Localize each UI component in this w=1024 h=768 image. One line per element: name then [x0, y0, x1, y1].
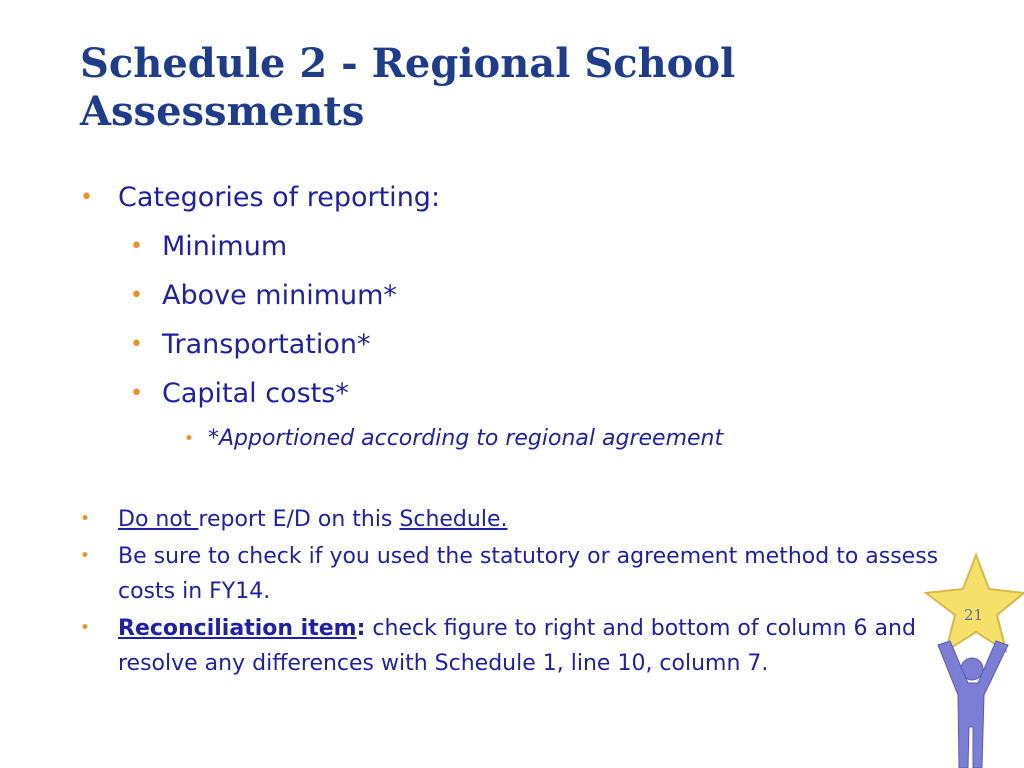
bullet-dot-icon: •	[80, 185, 93, 210]
title-line-1: Schedule 2 - Regional School	[80, 40, 736, 87]
bullet-text: Categories of reporting:	[118, 182, 441, 213]
bullet-dot-icon: •	[130, 283, 143, 308]
title-line-2: Assessments	[80, 88, 365, 135]
reconciliation-text: check figure to right and bottom of column 6 and resolve any differences with Schedule 1, line 10, column 7.	[118, 616, 916, 676]
schedule-link[interactable]: Schedule.	[399, 507, 508, 532]
sub-bullet-text: Minimum	[162, 231, 288, 262]
bullet-categories	[80, 178, 940, 218]
bullet-reconciliation	[80, 611, 940, 681]
footnote-star: *	[208, 426, 219, 451]
sub-bullet-above-minimum	[80, 276, 940, 316]
star-figure-icon	[918, 545, 1024, 768]
sub-bullet-text: Above minimum*	[162, 280, 397, 311]
footnote-bullet	[80, 423, 940, 455]
bullet-dot-icon: •	[80, 546, 91, 566]
bullet-dot-icon: •	[130, 381, 143, 406]
slide-title	[80, 40, 940, 136]
person-figure	[938, 641, 1008, 768]
sub-bullet-minimum	[80, 227, 940, 267]
bullet-dot-icon: •	[184, 429, 195, 449]
sub-bullet-transportation	[80, 325, 940, 365]
instruction-bullets	[80, 502, 940, 683]
do-not-text: Do not	[118, 507, 199, 532]
star-shape	[926, 555, 1024, 651]
sub-bullet-capital-costs	[80, 374, 940, 414]
bullet-dot-icon: •	[130, 234, 143, 259]
reconciliation-label: Reconciliation item	[118, 616, 357, 641]
sub-bullet-text: Capital costs*	[162, 378, 349, 409]
footnote-text: Apportioned according to regional agreement	[219, 426, 724, 451]
do-not-rest-text: report E/D on this	[198, 507, 400, 532]
sub-bullet-text: Transportation*	[162, 329, 371, 360]
bullet-dot-icon: •	[80, 509, 91, 529]
bullet-dot-icon: •	[80, 618, 91, 638]
page-number: 21	[964, 606, 984, 624]
check-method-text: Be sure to check if you used the statutory or agreement method to assess costs in FY14.	[118, 544, 939, 604]
reconciliation-colon: :	[356, 616, 366, 641]
category-bullets	[80, 178, 940, 455]
bullet-do-not-report	[80, 502, 940, 537]
bullet-check-method	[80, 539, 940, 609]
bullet-dot-icon: •	[130, 332, 143, 357]
